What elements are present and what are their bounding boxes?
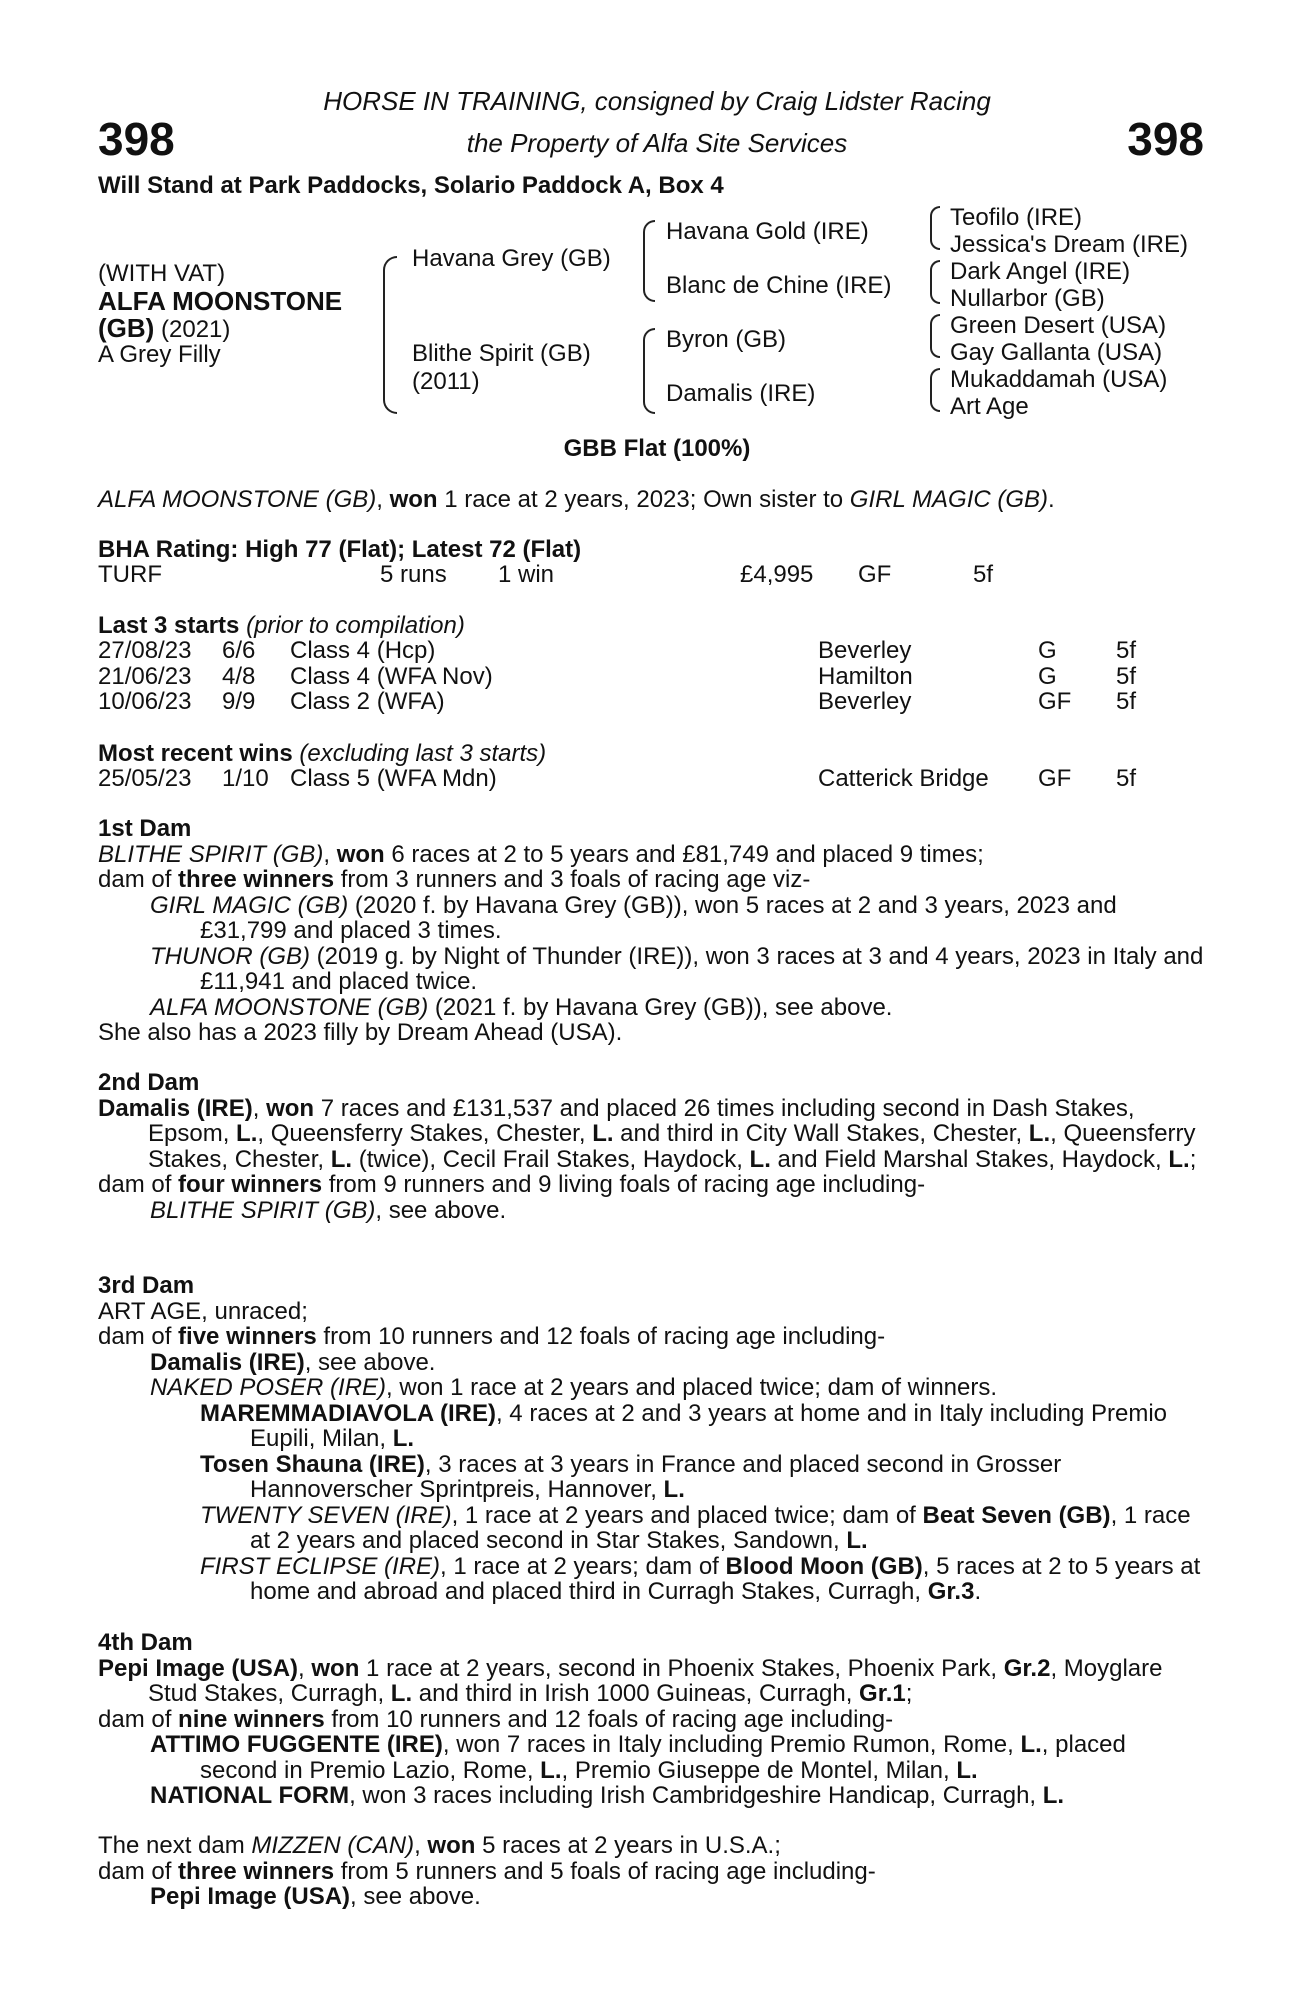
last3-cls: Class 4 (Hcp) xyxy=(290,637,436,664)
last3-going: GF xyxy=(1038,688,1072,715)
dss: Green Desert (USA) xyxy=(950,312,1167,339)
brace-ss xyxy=(930,206,940,250)
recent-pos: 1/10 xyxy=(222,765,269,792)
brace-gen1 xyxy=(383,256,397,414)
horse-description: A Grey Filly xyxy=(98,341,221,368)
gbb-rating: GBB Flat (100%) xyxy=(563,435,751,462)
last3-cls: Class 4 (WFA Nov) xyxy=(290,662,493,690)
dds: Mukaddamah (USA) xyxy=(950,366,1168,393)
sire-sire: Havana Gold (IRE) xyxy=(666,218,869,245)
sds: Dark Angel (IRE) xyxy=(950,258,1131,285)
last3-date: 27/08/23 xyxy=(98,637,192,664)
recent-class: Class 5 (WFA Mdn) xyxy=(290,765,497,792)
dam-sire: Byron (GB) xyxy=(666,326,787,353)
rating-prize: £4,995 xyxy=(740,561,814,588)
recent-going: GF xyxy=(1038,765,1072,792)
last3-date: 21/06/23 xyxy=(98,662,192,690)
last3-going: G xyxy=(1038,662,1057,690)
recent-dist: 5f xyxy=(1116,765,1137,792)
rating-runs: 5 runs xyxy=(380,561,447,588)
first-dam-section: 1st Dam BLITHE SPIRIT (GB), won 6 races at 2 to 5 years and £81,749 and placed 9 times; dam of three winners from 3 runners and 3 foals of racing age viz- GIRL MAGIC (GB) (2020 f. by Havana Grey (GB)), won 5 races at 2 and 3 years, 2023 and £31,799 and placed 3 times. THUNOR (GB) (2019 g. by Night of Thunder (IRE)), won 3 races at 3 and 4 years, 2023 in Italy and £11,941 and placed twice. ALFA MOONSTONE (GB) (2021 f. by Havana Grey (GB)), see above. She also has a 2023 filly by Dream Ahead (USA). xyxy=(98,815,1204,1046)
last3-course: Beverley xyxy=(818,637,912,664)
lot-number-left: 398 xyxy=(98,113,175,165)
brace-ds xyxy=(930,314,940,358)
bha-rating-title: BHA Rating: High 77 (Flat); Latest 72 (Flat) xyxy=(98,536,582,563)
third-dam-section: 3rd Dam ART AGE, unraced; dam of five winners from 10 runners and 12 foals of racing age including- Damalis (IRE), see above. NAKED POSER (IRE), won 1 race at 2 years and placed twice; dam of winners. MAREMMADIAVOLA (IRE), 4 races at 2 and 3 years at home and in Italy including Premio Eupili, Milan, L. Tosen Shauna (IRE), 3 races at 3 years in France and placed second in Grosser Hannoverscher Sprintpreis, Hannover, L. TWENTY SEVEN (IRE), 1 race at 2 years and placed twice; dam of Beat Seven (GB), 1 race at 2 years and placed second in Star Stakes, Sandown, L. FIRST ECLIPSE (IRE), 1 race at 2 years; dam of Blood Moon (GB), 5 races at 2 to 5 years at home and abroad and placed third in Curragh Stakes, Curragh, Gr.3. xyxy=(98,1273,1204,1605)
progeny-alfa-moonstone: ALFA MOONSTONE (GB) (2021 f. by Havana Grey (GB)), see above. xyxy=(150,993,893,1021)
next-dam-section: The next dam MIZZEN (CAN), won 5 races at 2 years in U.S.A.; dam of three winners from 5 runners and 5 foals of racing age including- Pepi Image (USA), see above. xyxy=(98,1832,876,1910)
consignor-line: HORSE IN TRAINING, consigned by Craig Lidster Racing xyxy=(323,86,991,116)
recent-wins-title: Most recent wins (excluding last 3 starts) xyxy=(98,740,547,767)
property-line: the Property of Alfa Site Services xyxy=(466,128,848,158)
last3-going: G xyxy=(1038,637,1057,664)
last3-course: Beverley xyxy=(818,688,912,715)
dsd: Gay Gallanta (USA) xyxy=(950,339,1163,366)
progeny-girl-magic: GIRL MAGIC (GB) (2020 f. by Havana Grey (GB)), won 5 races at 2 and 3 years, 2023 and £31,799 and placed 3 times. xyxy=(150,891,1117,944)
second-dam-title: 2nd Dam xyxy=(98,1069,200,1096)
recent-date: 25/05/23 xyxy=(98,765,192,792)
last3-dist: 5f xyxy=(1116,637,1137,664)
sire: Havana Grey (GB) xyxy=(412,245,611,272)
last3-pos: 9/9 xyxy=(222,688,256,715)
sdd: Nullarbor (GB) xyxy=(950,285,1105,312)
last3-title: Last 3 starts (prior to compilation) xyxy=(98,612,465,639)
dam: Blithe Spirit (GB) xyxy=(412,340,591,367)
brace-sd xyxy=(930,260,940,304)
summary-line: ALFA MOONSTONE (GB), won 1 race at 2 years, 2023; Own sister to GIRL MAGIC (GB). xyxy=(98,486,1055,513)
vat-note: (WITH VAT) xyxy=(98,260,226,287)
fourth-dam-title: 4th Dam xyxy=(98,1629,193,1656)
progeny-thunor: THUNOR (GB) (2019 g. by Night of Thunder (IRE)), won 3 races at 3 and 4 years, 2023 in Italy and £11,941 and placed twice. xyxy=(150,942,1204,995)
recent-course: Catterick Bridge xyxy=(818,765,989,792)
dam-dam: Damalis (IRE) xyxy=(666,380,816,407)
rating-dist: 5f xyxy=(973,561,994,588)
lot-number-right: 398 xyxy=(1127,113,1204,165)
rating-wins: 1 win xyxy=(498,561,555,588)
rating-going: GF xyxy=(858,561,892,588)
sire-dam: Blanc de Chine (IRE) xyxy=(666,272,892,299)
third-dam-title: 3rd Dam xyxy=(98,1272,195,1299)
stand-location: Will Stand at Park Paddocks, Solario Paddock A, Box 4 xyxy=(98,172,724,199)
last3-pos: 6/6 xyxy=(222,637,256,664)
brace-dam xyxy=(643,328,655,414)
last3-course: Hamilton xyxy=(818,662,913,690)
last3-dist: 5f xyxy=(1116,688,1137,715)
last3-date: 10/06/23 xyxy=(98,688,192,715)
horse-origin-year: (GB) (2021) xyxy=(98,313,231,343)
sss: Teofilo (IRE) xyxy=(950,204,1083,231)
last3-pos: 4/8 xyxy=(222,662,256,690)
last3-dist: 5f xyxy=(1116,662,1137,690)
dam-year: (2011) xyxy=(412,368,480,395)
second-dam-section: 2nd Dam Damalis (IRE), won 7 races and £131,537 and placed 26 times including second in Dash Stakes, Epsom, L., Queensferry Stakes, Chester, L. and third in City Wall Stakes, Chester, L., Queensferry Stakes, Chester, L. (twice), Cecil Frail Stakes, Haydock, L. and Field Marshal Stakes, Haydock, L.; dam of four winners from 9 runners and 9 living foals of racing age including- BLITHE SPIRIT (GB), see above. xyxy=(98,1070,1204,1223)
last3-cls: Class 2 (WFA) xyxy=(290,688,445,715)
rating-surface: TURF xyxy=(98,561,162,588)
horse-name: ALFA MOONSTONE xyxy=(98,286,343,316)
first-dam-title: 1st Dam xyxy=(98,815,192,842)
ssd: Jessica's Dream (IRE) xyxy=(950,231,1188,258)
brace-dd xyxy=(930,368,940,412)
ddd: Art Age xyxy=(950,393,1029,420)
brace-sire xyxy=(643,220,655,302)
fourth-dam-section: 4th Dam Pepi Image (USA), won 1 race at 2 years, second in Phoenix Stakes, Phoenix Park, Gr.2, Moyglare Stud Stakes, Curragh, L. and third in Irish 1000 Guineas, Curragh, Gr.1; dam of nine winners from 10 runners and 12 foals of racing age including- ATTIMO FUGGENTE (IRE), won 7 races in Italy including Premio Rumon, Rome, L., placed second in Premio Lazio, Rome, L., Premio Giuseppe de Montel, Milan, L. NATIONAL FORM, won 3 races including Irish Cambridgeshire Handicap, Curragh, L. xyxy=(98,1630,1204,1809)
